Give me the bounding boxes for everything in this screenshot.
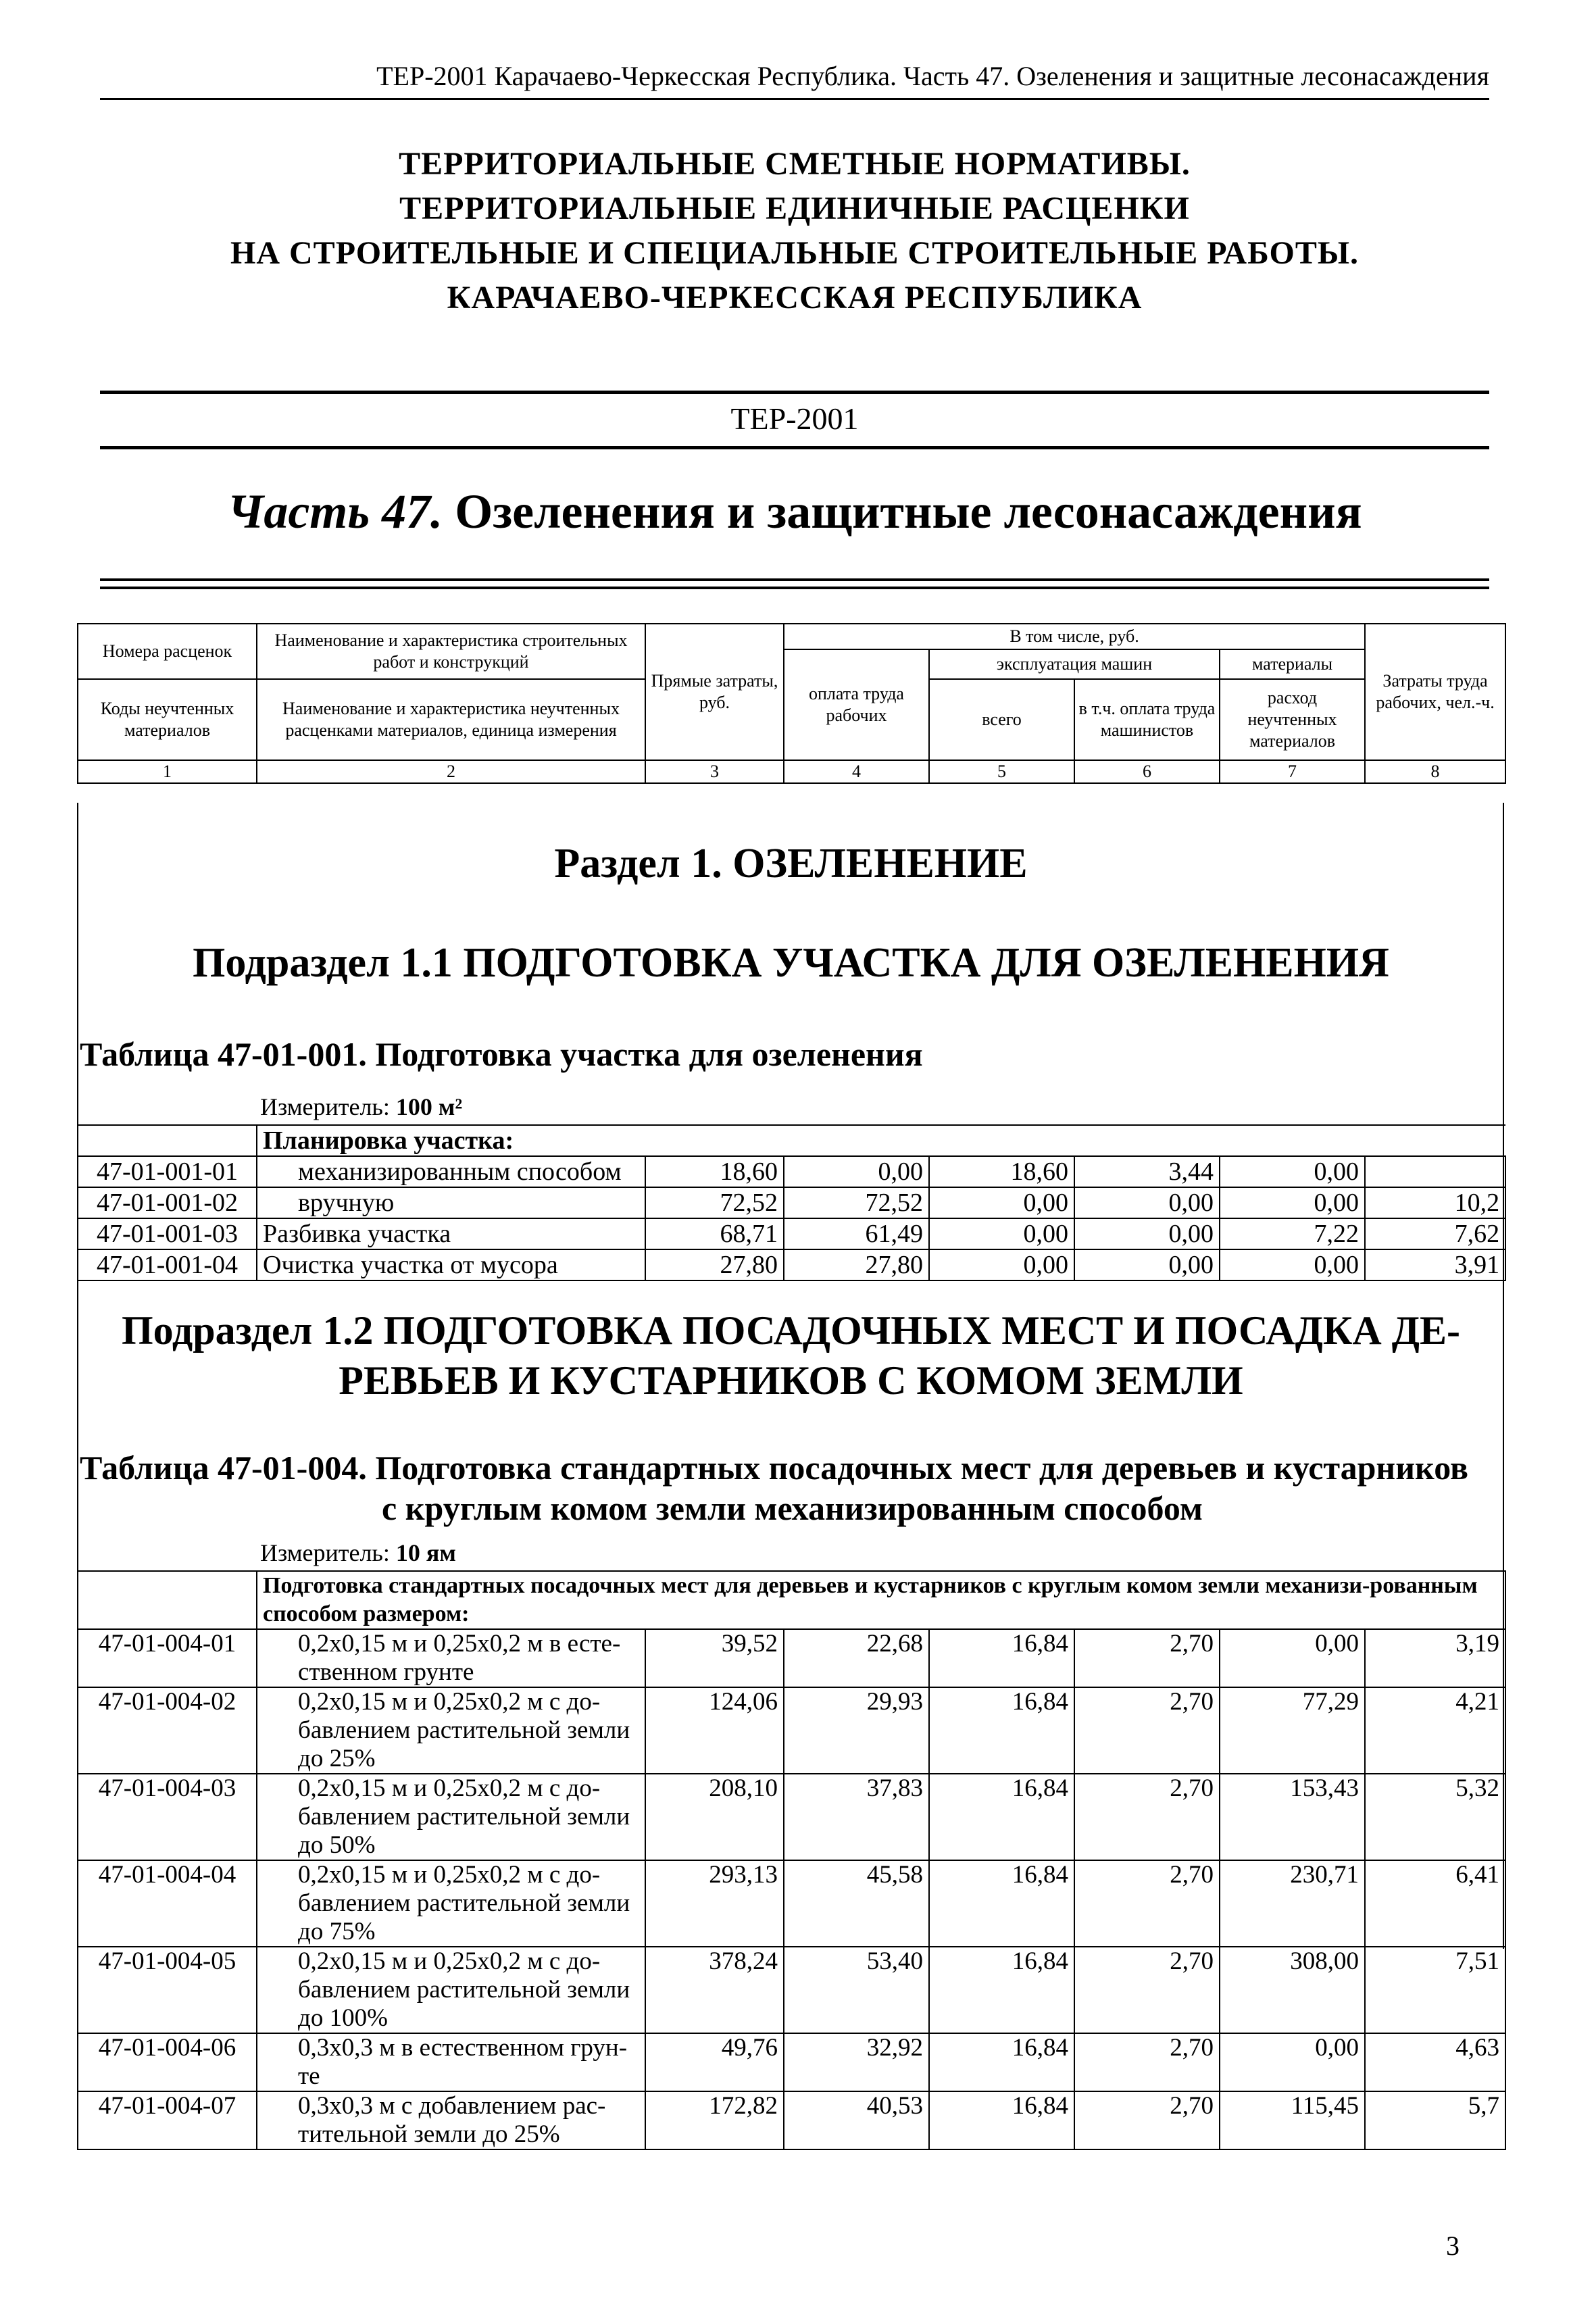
col-number: 3 bbox=[645, 760, 784, 783]
main-title-line: НА СТРОИТЕЛЬНЫЕ И СПЕЦИАЛЬНЫЕ СТРОИТЕЛЬНЫЕ РАБОТЫ. bbox=[230, 235, 1359, 271]
col-number: 8 bbox=[1365, 760, 1505, 783]
cell-labor: 3,91 bbox=[1365, 1249, 1505, 1280]
measure-label: Измеритель: bbox=[260, 1093, 396, 1120]
main-title bbox=[100, 142, 1489, 320]
cell-machinist-wages: 2,70 bbox=[1074, 1629, 1220, 1687]
part-prefix: Часть 47. bbox=[227, 484, 443, 539]
double-rule-2 bbox=[100, 587, 1489, 589]
cell-machines: 16,84 bbox=[929, 1860, 1074, 1947]
group-heading: Планировка участка: bbox=[257, 1125, 1505, 1156]
table-row bbox=[78, 1187, 1505, 1218]
cell-labor: 7,62 bbox=[1365, 1218, 1505, 1249]
cell-direct: 39,52 bbox=[645, 1629, 784, 1687]
rate-code: 47-01-001-03 bbox=[78, 1218, 257, 1249]
cell-machinist-wages: 2,70 bbox=[1074, 1774, 1220, 1860]
cell-machines: 16,84 bbox=[929, 1687, 1074, 1774]
rate-name: вручную bbox=[257, 1187, 645, 1218]
ter-rule-top bbox=[100, 391, 1489, 394]
cell-labor: 10,2 bbox=[1365, 1187, 1505, 1218]
ter-rule-bottom bbox=[100, 446, 1489, 449]
cell-labor bbox=[1365, 1156, 1505, 1187]
running-header: ТЕР-2001 Карачаево-Черкесская Республика. Часть 47. Озеленения и защитные лесонасаждения bbox=[376, 61, 1489, 91]
cell-direct: 72,52 bbox=[645, 1187, 784, 1218]
cell-wages: 0,00 bbox=[784, 1156, 929, 1187]
cell-wages: 45,58 bbox=[784, 1860, 929, 1947]
cell-labor: 5,32 bbox=[1365, 1774, 1505, 1860]
cell-materials: 0,00 bbox=[1220, 2033, 1365, 2091]
rate-name: механизированным способом bbox=[257, 1156, 645, 1187]
table-row bbox=[78, 2091, 1505, 2149]
rate-name: 0,3x0,3 м в естественном грун-те bbox=[257, 2033, 645, 2091]
cell-wages: 29,93 bbox=[784, 1687, 929, 1774]
rate-code: 47-01-001-04 bbox=[78, 1249, 257, 1280]
table-title-line: Таблица 47-01-004. Подготовка стандартных посадочных мест для деревьев и кустарников bbox=[80, 1449, 1468, 1487]
cell-direct: 293,13 bbox=[645, 1860, 784, 1947]
rate-name: 0,2x0,15 м и 0,25x0,2 м с до-бавлением растительной земли до 100% bbox=[257, 1947, 645, 2033]
cell-direct: 49,76 bbox=[645, 2033, 784, 2091]
double-rule-1 bbox=[100, 578, 1489, 581]
hdr-machines-total: всего bbox=[929, 679, 1074, 760]
rate-code: 47-01-004-02 bbox=[78, 1687, 257, 1774]
table-row bbox=[78, 1687, 1505, 1774]
section-title: Раздел 1. ОЗЕЛЕНЕНИЕ bbox=[554, 841, 1028, 887]
table-title-2 bbox=[80, 1447, 1505, 1528]
rate-name: 0,2x0,15 м и 0,25x0,2 м в есте-ственном грунте bbox=[257, 1629, 645, 1687]
cell-machinist-wages: 0,00 bbox=[1074, 1249, 1220, 1280]
hdr-codes-top: Номера расценок bbox=[78, 624, 257, 679]
part-title bbox=[100, 481, 1489, 542]
cell-machines: 16,84 bbox=[929, 1629, 1074, 1687]
cell-direct: 172,82 bbox=[645, 2091, 784, 2149]
measure-value: 10 ям bbox=[395, 1539, 456, 1566]
cell-machinist-wages: 2,70 bbox=[1074, 1860, 1220, 1947]
rate-code: 47-01-004-05 bbox=[78, 1947, 257, 2033]
cell-labor: 3,19 bbox=[1365, 1629, 1505, 1687]
cell-machines: 18,60 bbox=[929, 1156, 1074, 1187]
cell-machines: 0,00 bbox=[929, 1218, 1074, 1249]
cell-machines: 16,84 bbox=[929, 2033, 1074, 2091]
rate-code: 47-01-004-07 bbox=[78, 2091, 257, 2149]
cell-machinist-wages: 2,70 bbox=[1074, 1947, 1220, 2033]
hdr-machines-wages: в т.ч. оплата труда машинистов bbox=[1074, 679, 1220, 760]
cell-wages: 27,80 bbox=[784, 1249, 929, 1280]
cell-wages: 37,83 bbox=[784, 1774, 929, 1860]
cell-machines: 16,84 bbox=[929, 1774, 1074, 1860]
group-heading: Подготовка стандартных посадочных мест для деревьев и кустарников с круглым комом земли механизи-рованным способом размером: bbox=[257, 1571, 1505, 1629]
rate-name: Разбивка участка bbox=[257, 1218, 645, 1249]
cell-machinist-wages: 3,44 bbox=[1074, 1156, 1220, 1187]
subsection-title-2 bbox=[77, 1305, 1505, 1405]
rate-name: 0,3x0,3 м с добавлением рас-тительной земли до 25% bbox=[257, 2091, 645, 2149]
column-header-table bbox=[77, 623, 1506, 784]
cell-direct: 124,06 bbox=[645, 1687, 784, 1774]
col-number: 6 bbox=[1074, 760, 1220, 783]
table-row bbox=[78, 1860, 1505, 1947]
hdr-materials-unaccounted: расход неучтенных материалов bbox=[1220, 679, 1365, 760]
cell-materials: 77,29 bbox=[1220, 1687, 1365, 1774]
rate-code: 47-01-004-04 bbox=[78, 1860, 257, 1947]
main-title-line: КАРАЧАЕВО-ЧЕРКЕССКАЯ РЕСПУБЛИКА bbox=[447, 280, 1143, 316]
cell-materials: 308,00 bbox=[1220, 1947, 1365, 2033]
cell-materials: 230,71 bbox=[1220, 1860, 1365, 1947]
hdr-name-top: Наименование и характеристика строительных работ и конструкций bbox=[257, 624, 645, 679]
cell-wages: 32,92 bbox=[784, 2033, 929, 2091]
cell-direct: 18,60 bbox=[645, 1156, 784, 1187]
rate-code: 47-01-004-06 bbox=[78, 2033, 257, 2091]
cell-machines: 0,00 bbox=[929, 1187, 1074, 1218]
cell-labor: 4,63 bbox=[1365, 2033, 1505, 2091]
cell-machinist-wages: 2,70 bbox=[1074, 1687, 1220, 1774]
hdr-name-bottom: Наименование и характеристика неучтенных расценками материалов, единица измерения bbox=[257, 679, 645, 760]
cell-wages: 53,40 bbox=[784, 1947, 929, 2033]
cell-wages: 22,68 bbox=[784, 1629, 929, 1687]
cell-machinist-wages: 0,00 bbox=[1074, 1218, 1220, 1249]
subsection-title: Подраздел 1.1 ПОДГОТОВКА УЧАСТКА ДЛЯ ОЗЕЛЕНЕНИЯ bbox=[193, 940, 1389, 986]
ter-label: ТЕР-2001 bbox=[730, 401, 859, 436]
cell-labor: 4,21 bbox=[1365, 1687, 1505, 1774]
rates-table-2 bbox=[77, 1570, 1506, 2150]
main-title-line: ТЕРРИТОРИАЛЬНЫЕ ЕДИНИЧНЫЕ РАСЦЕНКИ bbox=[399, 191, 1190, 226]
col-number: 1 bbox=[78, 760, 257, 783]
page-number: 3 bbox=[1446, 2231, 1460, 2261]
cell-direct: 27,80 bbox=[645, 1249, 784, 1280]
cell-materials: 0,00 bbox=[1220, 1187, 1365, 1218]
cell-labor: 5,7 bbox=[1365, 2091, 1505, 2149]
col-number: 4 bbox=[784, 760, 929, 783]
table-title-line: с круглым комом земли механизированным способом bbox=[382, 1489, 1203, 1527]
cell-labor: 6,41 bbox=[1365, 1860, 1505, 1947]
table-row bbox=[78, 1156, 1505, 1187]
cell-machines: 16,84 bbox=[929, 2091, 1074, 2149]
measure-unit-2 bbox=[260, 1538, 456, 1568]
cell-machinist-wages: 2,70 bbox=[1074, 2091, 1220, 2149]
measure-value: 100 м² bbox=[395, 1093, 463, 1120]
main-title-line: ТЕРРИТОРИАЛЬНЫЕ СМЕТНЫЕ НОРМАТИВЫ. bbox=[399, 146, 1191, 182]
rate-code: 47-01-001-01 bbox=[78, 1156, 257, 1187]
header-rule bbox=[100, 98, 1489, 100]
rate-name: 0,2x0,15 м и 0,25x0,2 м с до-бавлением растительной земли до 25% bbox=[257, 1687, 645, 1774]
hdr-machines: эксплуатация машин bbox=[929, 649, 1220, 679]
hdr-direct-costs: Прямые затраты, руб. bbox=[645, 624, 784, 760]
cell-materials: 153,43 bbox=[1220, 1774, 1365, 1860]
cell-materials: 7,22 bbox=[1220, 1218, 1365, 1249]
table-row bbox=[78, 2033, 1505, 2091]
rate-name: Очистка участка от мусора bbox=[257, 1249, 645, 1280]
cell-wages: 61,49 bbox=[784, 1218, 929, 1249]
col-number: 7 bbox=[1220, 760, 1365, 783]
rate-name: 0,2x0,15 м и 0,25x0,2 м с до-бавлением растительной земли до 50% bbox=[257, 1774, 645, 1860]
cell-materials: 115,45 bbox=[1220, 2091, 1365, 2149]
rate-code: 47-01-004-01 bbox=[78, 1629, 257, 1687]
table-row bbox=[78, 1947, 1505, 2033]
cell-wages: 40,53 bbox=[784, 2091, 929, 2149]
rates-table-1 bbox=[77, 1124, 1506, 1281]
table-row bbox=[78, 1249, 1505, 1280]
rate-name: 0,2x0,15 м и 0,25x0,2 м с до-бавлением растительной земли до 75% bbox=[257, 1860, 645, 1947]
cell-labor: 7,51 bbox=[1365, 1947, 1505, 2033]
cell-machinist-wages: 2,70 bbox=[1074, 2033, 1220, 2091]
subsection-title-line: Подраздел 1.2 ПОДГОТОВКА ПОСАДОЧНЫХ МЕСТ И ПОСАДКА ДЕ- bbox=[121, 1308, 1461, 1353]
cell-direct: 378,24 bbox=[645, 1947, 784, 2033]
cell-materials: 0,00 bbox=[1220, 1156, 1365, 1187]
hdr-labor: Затраты труда рабочих, чел.-ч. bbox=[1365, 624, 1505, 760]
rate-code: 47-01-001-02 bbox=[78, 1187, 257, 1218]
cell-materials: 0,00 bbox=[1220, 1249, 1365, 1280]
cell-direct: 68,71 bbox=[645, 1218, 784, 1249]
cell-machinist-wages: 0,00 bbox=[1074, 1187, 1220, 1218]
hdr-including: В том числе, руб. bbox=[784, 624, 1365, 649]
col-number: 5 bbox=[929, 760, 1074, 783]
cell-machines: 0,00 bbox=[929, 1249, 1074, 1280]
hdr-materials: материалы bbox=[1220, 649, 1365, 679]
table-row bbox=[78, 1218, 1505, 1249]
rate-code: 47-01-004-03 bbox=[78, 1774, 257, 1860]
col-number: 2 bbox=[257, 760, 645, 783]
table-row bbox=[78, 1629, 1505, 1687]
hdr-wages: оплата труда рабочих bbox=[784, 649, 929, 760]
part-name: Озеленения и защитные лесонасаждения bbox=[443, 484, 1362, 539]
hdr-codes-bottom: Коды неучтенных материалов bbox=[78, 679, 257, 760]
subsection-title-line: РЕВЬЕВ И КУСТАРНИКОВ С КОМОМ ЗЕМЛИ bbox=[339, 1358, 1243, 1403]
measure-unit bbox=[260, 1092, 462, 1122]
cell-direct: 208,10 bbox=[645, 1774, 784, 1860]
table-title: Таблица 47-01-001. Подготовка участка для озеленения bbox=[80, 1035, 923, 1073]
cell-materials: 0,00 bbox=[1220, 1629, 1365, 1687]
table-row bbox=[78, 1774, 1505, 1860]
cell-wages: 72,52 bbox=[784, 1187, 929, 1218]
cell-machines: 16,84 bbox=[929, 1947, 1074, 2033]
measure-label: Измеритель: bbox=[260, 1539, 396, 1566]
